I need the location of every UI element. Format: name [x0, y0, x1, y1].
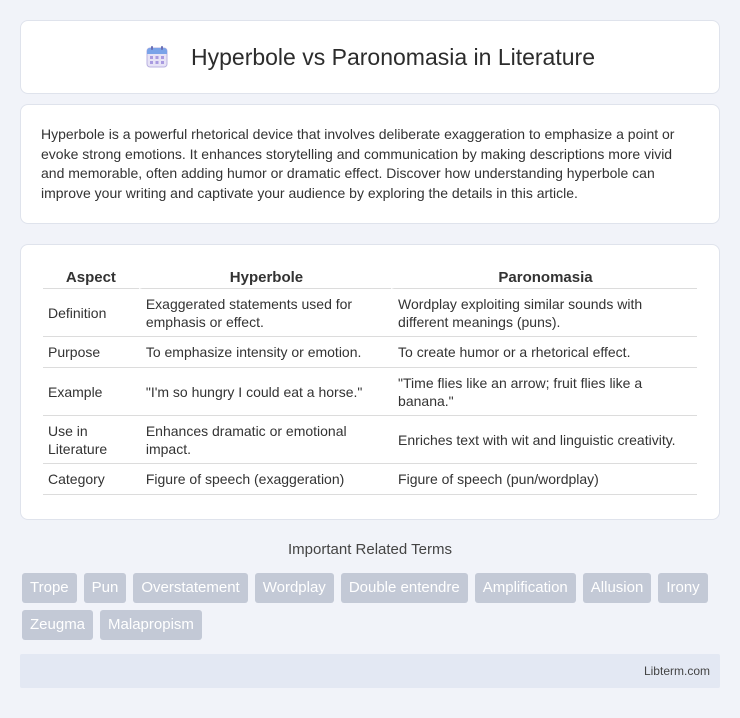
row-paronomasia: Figure of speech (pun/wordplay)	[391, 464, 697, 495]
row-aspect: Purpose	[43, 337, 139, 368]
related-terms-title: Important Related Terms	[288, 541, 452, 558]
row-aspect: Use in Literature	[43, 416, 139, 464]
table-row	[43, 464, 697, 495]
tag-zeugma[interactable]: Zeugma	[22, 610, 93, 640]
tag-amplification[interactable]: Amplification	[475, 573, 576, 603]
comparison-card	[20, 244, 720, 520]
header-aspect: Aspect	[43, 263, 139, 289]
tag-pun[interactable]: Pun	[84, 573, 127, 603]
page-title: Hyperbole vs Paronomasia in Literature	[191, 43, 595, 70]
header-inner	[145, 44, 595, 71]
table-row	[43, 337, 697, 368]
row-aspect: Example	[43, 368, 139, 416]
header-hyperbole: Hyperbole	[139, 263, 391, 289]
row-aspect: Category	[43, 464, 139, 495]
row-hyperbole: Figure of speech (exaggeration)	[139, 464, 391, 495]
header-paronomasia: Paronomasia	[391, 263, 697, 289]
comparison-table	[43, 263, 697, 495]
tag-allusion[interactable]: Allusion	[583, 573, 652, 603]
tag-double-entendre[interactable]: Double entendre	[341, 573, 468, 603]
intro-paragraph: Hyperbole is a powerful rhetorical device that involves deliberate exaggeration to emphasize a point or evoke strong emotions. It enhances storytelling and communication by making descriptions more vivid and memorable, often adding humor or dramatic effect. Discover how understanding hyperbole can improve your writing and captivate your audience by exploring the details in this article.	[41, 126, 675, 201]
row-paronomasia: To create humor or a rhetorical effect.	[391, 337, 697, 368]
table-row	[43, 416, 697, 464]
header-card	[20, 20, 720, 94]
row-hyperbole: To emphasize intensity or emotion.	[139, 337, 391, 368]
row-hyperbole: Exaggerated statements used for emphasis or effect.	[139, 289, 391, 337]
row-hyperbole: Enhances dramatic or emotional impact.	[139, 416, 391, 464]
table-header-row	[43, 263, 697, 289]
calendar-icon	[145, 45, 169, 69]
footer	[20, 654, 720, 688]
table-row	[43, 289, 697, 337]
row-aspect: Definition	[43, 289, 139, 337]
tag-irony[interactable]: Irony	[658, 573, 707, 603]
tag-malapropism[interactable]: Malapropism	[100, 610, 202, 640]
table-row	[43, 368, 697, 416]
intro-card	[20, 104, 720, 224]
footer-site-link[interactable]: Libterm.com	[643, 664, 710, 678]
row-paronomasia: "Time flies like an arrow; fruit flies like a banana."	[391, 368, 697, 416]
row-paronomasia: Wordplay exploiting similar sounds with different meanings (puns).	[391, 289, 697, 337]
row-hyperbole: "I'm so hungry I could eat a horse."	[139, 368, 391, 416]
tag-overstatement[interactable]: Overstatement	[133, 573, 247, 603]
related-terms-list	[22, 573, 722, 647]
tag-wordplay[interactable]: Wordplay	[255, 573, 334, 603]
row-paronomasia: Enriches text with wit and linguistic creativity.	[391, 416, 697, 464]
tag-trope[interactable]: Trope	[22, 573, 77, 603]
